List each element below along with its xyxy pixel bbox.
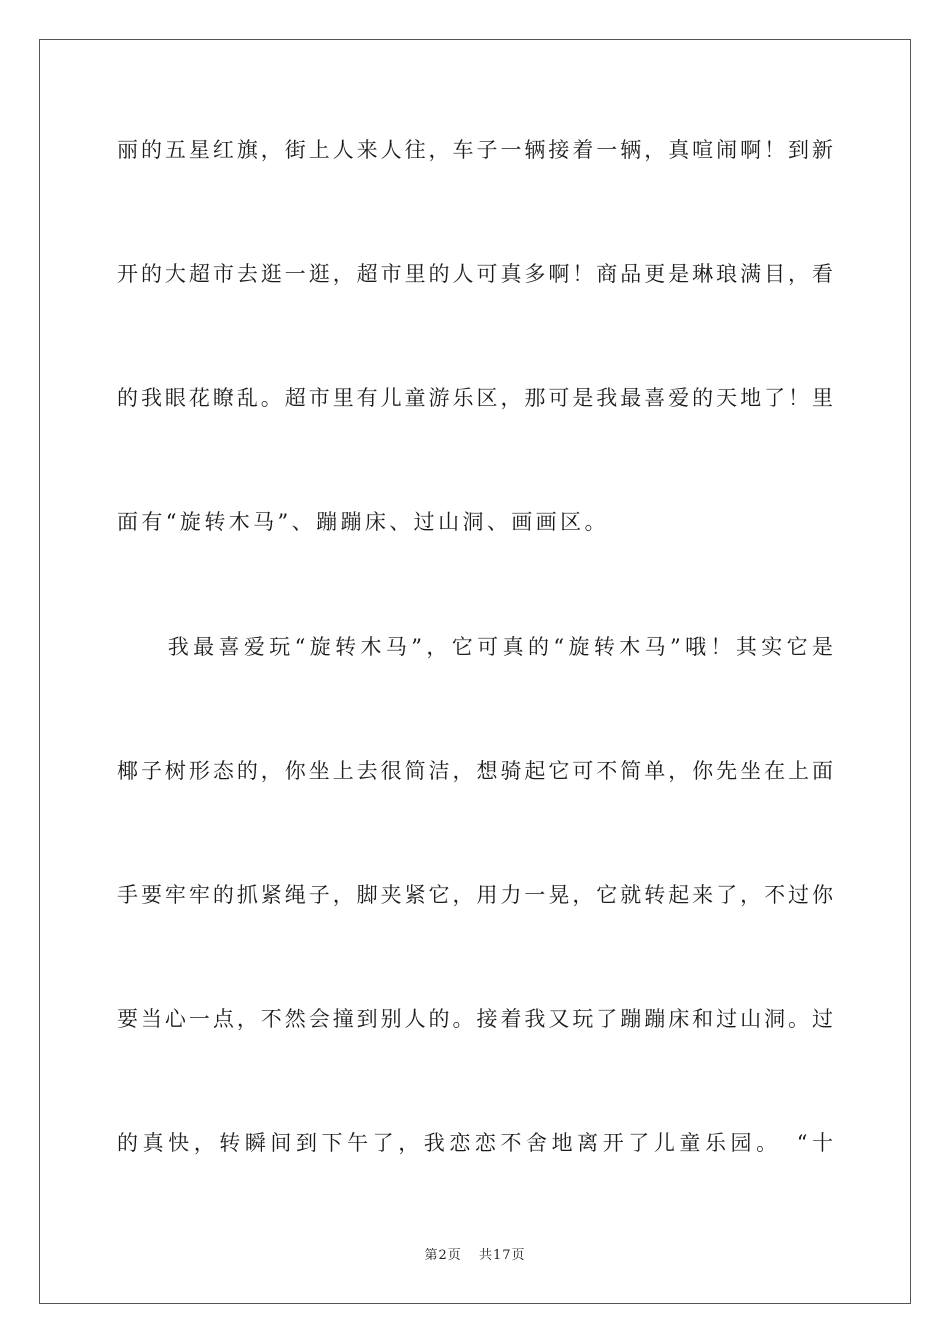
text-line: 的真快，转瞬间到下午了，我恋恋不舍地离开了儿童乐园。 “十 xyxy=(117,1131,833,1155)
text-line: 手要牢牢的抓紧绳子，脚夹紧它，用力一晃，它就转起来了，不过你 xyxy=(117,883,833,907)
text-line: 丽的五星红旗，街上人来人往，车子一辆接着一辆，真喧闹啊！到新 xyxy=(117,138,833,162)
text-line: 椰子树形态的，你坐上去很简洁，想骑起它可不简单，你先坐在上面 xyxy=(117,759,833,783)
text-line: 我最喜爱玩“旋转木马”，它可真的“旋转木马”哦！其实它是 xyxy=(117,635,833,659)
text-line: 面有“旋转木马”、蹦蹦床、过山洞、画画区。 xyxy=(117,510,609,534)
text-line: 开的大超市去逛一逛，超市里的人可真多啊！商品更是琳琅满目，看 xyxy=(117,262,833,286)
text-line: 要当心一点，不然会撞到别人的。接着我又玩了蹦蹦床和过山洞。过 xyxy=(117,1007,833,1031)
page-border xyxy=(39,39,911,1304)
page-number: 第2页 xyxy=(424,1248,462,1263)
page-total: 共17页 xyxy=(478,1248,526,1263)
page-footer xyxy=(0,1247,950,1265)
text-line: 的我眼花瞭乱。超市里有儿童游乐区，那可是我最喜爱的天地了！里 xyxy=(117,386,833,410)
